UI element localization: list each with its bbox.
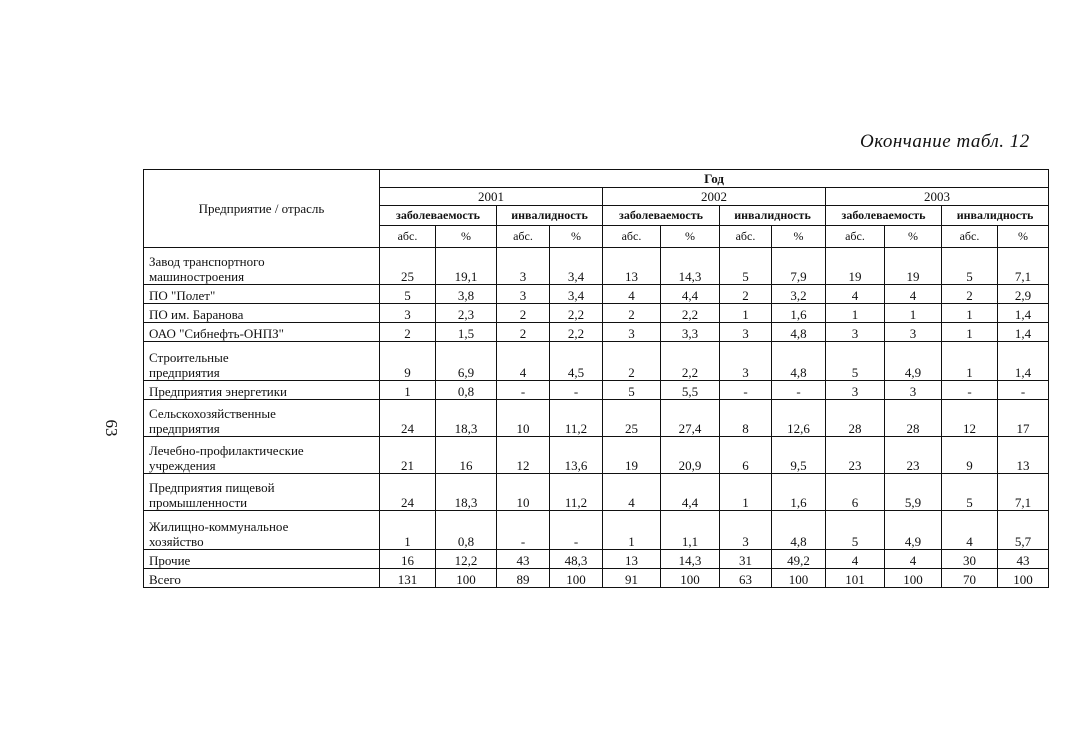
table-cell: 5 — [826, 511, 885, 550]
table-cell: 19 — [885, 248, 942, 285]
table-cell: 12,6 — [772, 400, 826, 437]
row-label-line: машиностроения — [149, 269, 245, 284]
table-cell: 1,4 — [998, 304, 1049, 323]
table-cell: 3 — [720, 511, 772, 550]
table-cell: 3 — [497, 248, 550, 285]
table-cell: 5 — [942, 474, 998, 511]
table-cell: 131 — [380, 569, 436, 588]
table-cell: 6 — [826, 474, 885, 511]
table-cell: 63 — [720, 569, 772, 588]
table-cell: 4 — [885, 285, 942, 304]
table-cell: 4 — [826, 550, 885, 569]
table-cell: 4 — [826, 285, 885, 304]
header-abs: абс. — [826, 226, 885, 248]
table-cell: 3 — [720, 323, 772, 342]
header-abs: абс. — [380, 226, 436, 248]
table-cell: 7,1 — [998, 248, 1049, 285]
table-cell: 5 — [720, 248, 772, 285]
table-cell: 3,4 — [550, 248, 603, 285]
table-cell: 4 — [497, 342, 550, 381]
row-label-line: ПО "Полет" — [149, 288, 216, 303]
table-row — [144, 248, 1049, 285]
table-cell: - — [942, 381, 998, 400]
header-year-2002: 2002 — [603, 188, 826, 206]
table-row — [144, 400, 1049, 437]
table-cell: 13 — [603, 550, 661, 569]
table-row — [144, 474, 1049, 511]
table-cell: 101 — [826, 569, 885, 588]
table-cell: 5,9 — [885, 474, 942, 511]
table-cell: 4,8 — [772, 342, 826, 381]
table-cell: 3 — [603, 323, 661, 342]
table-cell: 1 — [942, 342, 998, 381]
table-cell: 4 — [942, 511, 998, 550]
table-row — [144, 437, 1049, 474]
table-cell: 4,4 — [661, 285, 720, 304]
table-cell: 3 — [497, 285, 550, 304]
table-cell: 1 — [380, 381, 436, 400]
table-cell: 43 — [998, 550, 1049, 569]
table-cell: 1,4 — [998, 342, 1049, 381]
row-label — [144, 323, 380, 342]
row-label — [144, 248, 380, 285]
table-cell: 16 — [436, 437, 497, 474]
header-disability: инвалидность — [497, 206, 603, 226]
row-label-line: предприятия — [149, 365, 220, 380]
table-cell: 12 — [942, 400, 998, 437]
table-cell: 4 — [603, 285, 661, 304]
table-cell: - — [550, 381, 603, 400]
table-cell: 100 — [998, 569, 1049, 588]
table-cell: 18,3 — [436, 400, 497, 437]
row-label — [144, 437, 380, 474]
table-body — [144, 248, 1049, 588]
table-cell: 28 — [826, 400, 885, 437]
table-cell: 89 — [497, 569, 550, 588]
table-cell: 6 — [720, 437, 772, 474]
row-label — [144, 381, 380, 400]
table-cell: 0,8 — [436, 511, 497, 550]
table-cell: 7,1 — [998, 474, 1049, 511]
table-cell: 2 — [603, 342, 661, 381]
table-cell: 100 — [772, 569, 826, 588]
table-cell: 3,4 — [550, 285, 603, 304]
table-cell: 24 — [380, 474, 436, 511]
header-percent: % — [661, 226, 720, 248]
table-row — [144, 323, 1049, 342]
table-cell: 13 — [998, 437, 1049, 474]
table-cell: 1 — [603, 511, 661, 550]
table-cell: 1,6 — [772, 304, 826, 323]
table-cell: 28 — [885, 400, 942, 437]
row-label-line: Жилищно-коммунальное — [149, 519, 289, 534]
header-abs: абс. — [942, 226, 998, 248]
table-cell: 21 — [380, 437, 436, 474]
header-morbidity: заболеваемость — [603, 206, 720, 226]
table-cell: 9,5 — [772, 437, 826, 474]
table-cell: 9 — [942, 437, 998, 474]
table-cell: 2,9 — [998, 285, 1049, 304]
table-cell: 3,3 — [661, 323, 720, 342]
header-percent: % — [772, 226, 826, 248]
row-label — [144, 400, 380, 437]
table-cell: 20,9 — [661, 437, 720, 474]
table-cell: 3 — [826, 323, 885, 342]
table-cell: 14,3 — [661, 248, 720, 285]
table-cell: 70 — [942, 569, 998, 588]
table-cell: 1,6 — [772, 474, 826, 511]
table-cell: 14,3 — [661, 550, 720, 569]
table-cell: 49,2 — [772, 550, 826, 569]
row-label-line: Сельскохозяйственные — [149, 406, 276, 421]
table-cell: 30 — [942, 550, 998, 569]
row-label-line: ОАО "Сибнефть-ОНПЗ" — [149, 326, 284, 341]
table-cell: 10 — [497, 400, 550, 437]
header-morbidity: заболеваемость — [826, 206, 942, 226]
row-label-line: Лечебно-профилактические — [149, 443, 304, 458]
table-row — [144, 381, 1049, 400]
table-cell: 18,3 — [436, 474, 497, 511]
row-label — [144, 511, 380, 550]
header-enterprise: Предприятие / отрасль — [144, 170, 380, 248]
table-cell: 2 — [942, 285, 998, 304]
table-cell: 2,2 — [550, 323, 603, 342]
row-label-line: Завод транспортного — [149, 254, 265, 269]
table-cell: 2 — [497, 323, 550, 342]
table-cell: - — [497, 511, 550, 550]
table-cell: 5 — [380, 285, 436, 304]
table-cell: 1 — [720, 304, 772, 323]
row-label — [144, 474, 380, 511]
header-abs: абс. — [603, 226, 661, 248]
table-cell: 100 — [661, 569, 720, 588]
table-cell: 1 — [942, 323, 998, 342]
table-cell: 3 — [885, 381, 942, 400]
table-row — [144, 550, 1049, 569]
table-cell: - — [720, 381, 772, 400]
header-disability: инвалидность — [942, 206, 1049, 226]
table-row — [144, 285, 1049, 304]
header-percent: % — [885, 226, 942, 248]
table-cell: 2 — [603, 304, 661, 323]
table-cell: 13,6 — [550, 437, 603, 474]
table-cell: 1 — [885, 304, 942, 323]
table-cell: 12 — [497, 437, 550, 474]
table-cell: 2,2 — [661, 342, 720, 381]
table-cell: 4,8 — [772, 511, 826, 550]
table-cell: 31 — [720, 550, 772, 569]
row-label-line: Прочие — [149, 553, 191, 568]
header-percent: % — [550, 226, 603, 248]
table-cell: 91 — [603, 569, 661, 588]
table-row — [144, 304, 1049, 323]
header-abs: абс. — [497, 226, 550, 248]
header-year-2001: 2001 — [380, 188, 603, 206]
header-morbidity: заболеваемость — [380, 206, 497, 226]
table-cell: 2 — [497, 304, 550, 323]
row-label-line: промышленности — [149, 495, 248, 510]
table-cell: 4,9 — [885, 342, 942, 381]
row-label-line: Строительные — [149, 350, 229, 365]
table-cell: 4,4 — [661, 474, 720, 511]
row-label — [144, 304, 380, 323]
header-year: Год — [380, 170, 1049, 188]
row-label-line: хозяйство — [149, 534, 204, 549]
header-abs: абс. — [720, 226, 772, 248]
table-cell: 4,9 — [885, 511, 942, 550]
table-cell: - — [998, 381, 1049, 400]
table-cell: 2,3 — [436, 304, 497, 323]
table-cell: 6,9 — [436, 342, 497, 381]
table-cell: 43 — [497, 550, 550, 569]
table-cell: 19,1 — [436, 248, 497, 285]
table-cell: 48,3 — [550, 550, 603, 569]
table-cell: 100 — [550, 569, 603, 588]
table-row — [144, 342, 1049, 381]
page-number: 63 — [102, 419, 121, 437]
table-cell: 13 — [603, 248, 661, 285]
table-cell: 100 — [885, 569, 942, 588]
header-percent: % — [998, 226, 1049, 248]
table-row — [144, 569, 1049, 588]
table-cell: 2,2 — [661, 304, 720, 323]
table-cell: 5 — [942, 248, 998, 285]
table-cell: 5,5 — [661, 381, 720, 400]
table-cell: 2 — [380, 323, 436, 342]
table-cell: 1,4 — [998, 323, 1049, 342]
table-cell: 11,2 — [550, 400, 603, 437]
table-cell: 11,2 — [550, 474, 603, 511]
table-cell: 17 — [998, 400, 1049, 437]
table-cell: 2,2 — [550, 304, 603, 323]
table-cell: - — [550, 511, 603, 550]
row-label — [144, 342, 380, 381]
row-label-line: Предприятия энергетики — [149, 384, 288, 399]
table-cell: 3 — [826, 381, 885, 400]
table-cell: 24 — [380, 400, 436, 437]
table-cell: 1 — [380, 511, 436, 550]
table-cell: 3,8 — [436, 285, 497, 304]
header-year-2003: 2003 — [826, 188, 1049, 206]
row-label-line: Всего — [149, 572, 181, 587]
table-cell: 4 — [885, 550, 942, 569]
table-cell: 19 — [603, 437, 661, 474]
table-cell: 16 — [380, 550, 436, 569]
table-cell: 3 — [885, 323, 942, 342]
table-cell: 1 — [826, 304, 885, 323]
row-label-line: ПО им. Баранова — [149, 307, 244, 322]
table-cell: 25 — [380, 248, 436, 285]
row-label — [144, 285, 380, 304]
table-cell: 12,2 — [436, 550, 497, 569]
table-cell: 9 — [380, 342, 436, 381]
table-cell: 23 — [826, 437, 885, 474]
table-cell: 5 — [826, 342, 885, 381]
table-cell: 25 — [603, 400, 661, 437]
table-cell: 19 — [826, 248, 885, 285]
table-caption: Окончание табл. 12 — [860, 131, 1030, 152]
header-disability: инвалидность — [720, 206, 826, 226]
table-cell: 1 — [720, 474, 772, 511]
table-cell: - — [772, 381, 826, 400]
table-row — [144, 511, 1049, 550]
table-cell: 2 — [720, 285, 772, 304]
statistics-table — [143, 169, 1049, 588]
table-cell: 7,9 — [772, 248, 826, 285]
row-label-line: Предприятия пищевой — [149, 480, 275, 495]
header-percent: % — [436, 226, 497, 248]
table-cell: 27,4 — [661, 400, 720, 437]
table-cell: 0,8 — [436, 381, 497, 400]
table-cell: 4 — [603, 474, 661, 511]
row-label — [144, 550, 380, 569]
table-cell: 23 — [885, 437, 942, 474]
table-cell: 100 — [436, 569, 497, 588]
table-cell: 8 — [720, 400, 772, 437]
row-label — [144, 569, 380, 588]
table-cell: 4,8 — [772, 323, 826, 342]
table-cell: 5 — [603, 381, 661, 400]
table-cell: 5,7 — [998, 511, 1049, 550]
table-cell: 3 — [380, 304, 436, 323]
table-cell: 10 — [497, 474, 550, 511]
table-cell: 4,5 — [550, 342, 603, 381]
table-cell: 1,5 — [436, 323, 497, 342]
table-cell: 3 — [720, 342, 772, 381]
row-label-line: предприятия — [149, 421, 220, 436]
table-cell: 3,2 — [772, 285, 826, 304]
table-cell: 1 — [942, 304, 998, 323]
table-cell: 1,1 — [661, 511, 720, 550]
row-label-line: учреждения — [149, 458, 216, 473]
table-cell: - — [497, 381, 550, 400]
